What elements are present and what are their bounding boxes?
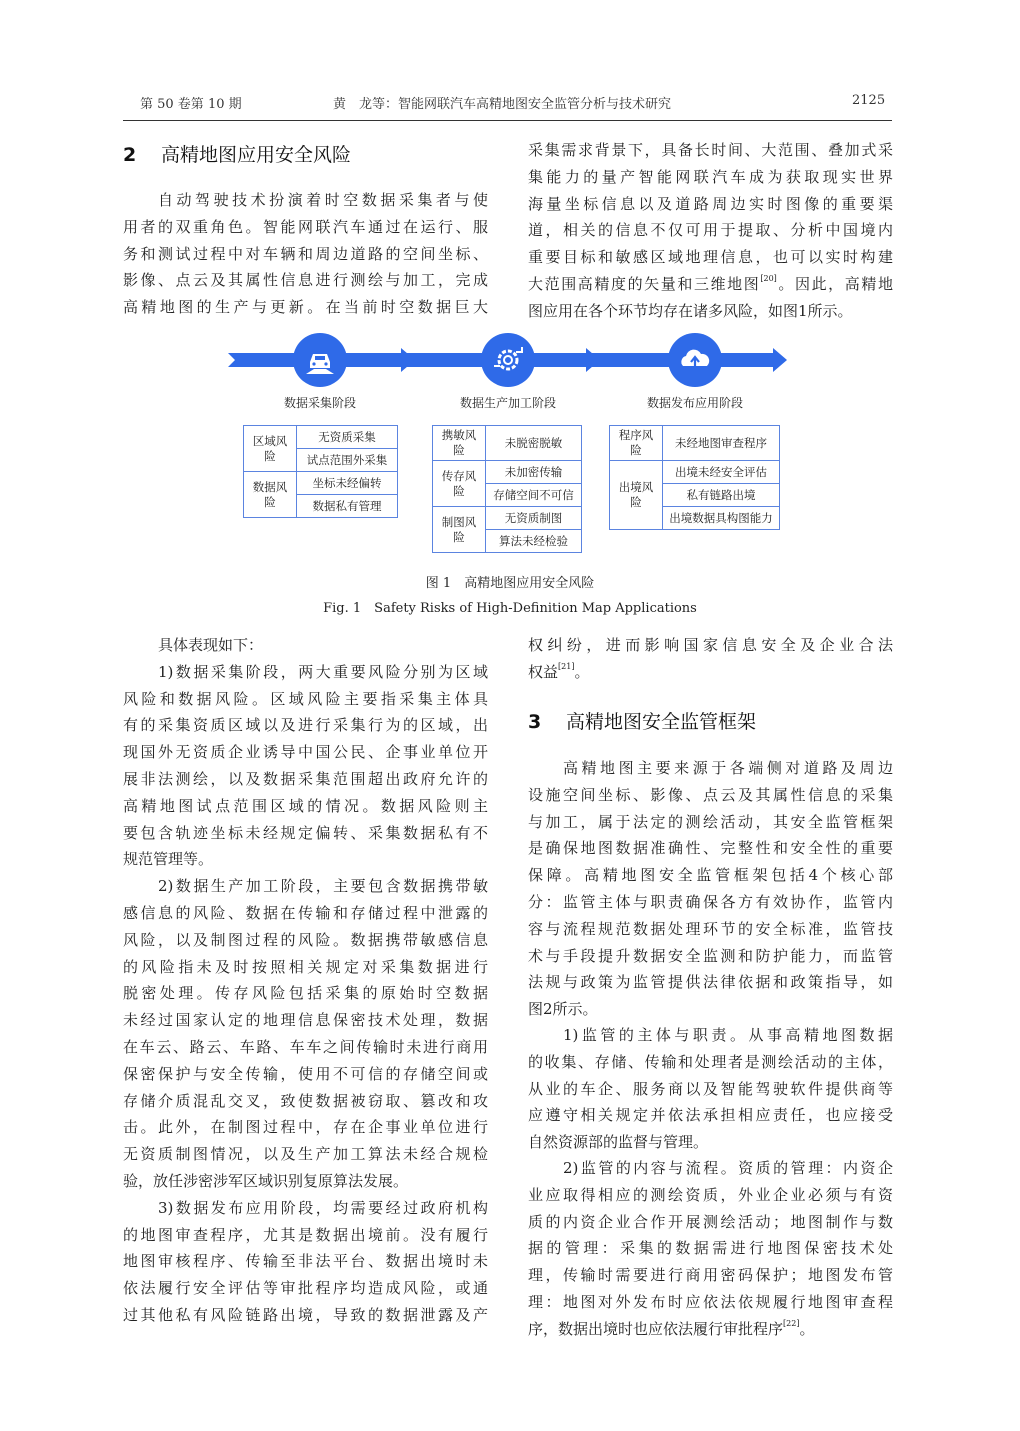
risk-item: 未脱密脱敏: [486, 426, 582, 461]
text-line: [528, 659, 893, 686]
text-line: 1)监管的主体与职责。从事高精地图数据: [563, 1026, 893, 1044]
risk-item: 存储空间不可信: [486, 484, 582, 507]
citation-ref: [20]: [760, 273, 777, 283]
citation-ref: [21]: [558, 661, 575, 671]
text-line: 2)数据生产加工阶段，主要包含数据携带敏: [158, 877, 488, 896]
text-line: 脱密处理。传存风险包括采集的原始时空数据: [123, 984, 488, 1003]
text-line: 业应取得相应的测绘资质，外业企业必须与有资: [528, 1185, 893, 1204]
risk-category: 区域风险: [244, 426, 297, 472]
risk-table: [432, 425, 582, 553]
text-line: 术与手段提升数据安全监测和防护能力，而监管: [528, 946, 893, 965]
page-number: 2125: [852, 93, 886, 108]
text-line: 图2所示。: [528, 1000, 598, 1019]
figure-caption-cn: 图 1 高精地图应用安全风险: [425, 576, 595, 591]
text-line: 质的内资企业合作开展测绘活动；地图制作与数: [528, 1212, 893, 1231]
section-number: 3: [528, 711, 542, 733]
text-line: 展非法测绘，以及数据采集范围超出政府允许的: [123, 769, 488, 788]
text-line: 风险和数据风险。区域风险主要指采集主体具: [123, 689, 488, 708]
text-line: 要包含轨迹坐标未经规定偏转、采集数据私有不: [123, 823, 488, 842]
text-run: 权益: [528, 662, 559, 681]
text-line: 未经过国家认定的地理信息保密技术处理，数据: [123, 1011, 488, 1030]
risk-category: 出境风险: [610, 461, 663, 530]
text-line: 击。此外，在制图过程中，存在企事业单位进行: [123, 1118, 488, 1137]
risk-item: 坐标未经偏转: [297, 472, 398, 495]
text-line: 务和测试过程中对车辆和周边道路的空间坐标、: [123, 244, 488, 263]
paragraph: [528, 1022, 893, 1156]
text-line: 的收集、存储、传输和处理者是测绘活动的主体，: [528, 1052, 893, 1071]
risk-row: [244, 426, 398, 449]
paragraph: [528, 632, 893, 686]
stage-circle: [481, 333, 535, 387]
text-line: 理：地图对外发布时应依法依规履行地图审查程: [528, 1292, 893, 1311]
risk-category: 携敏风险: [433, 426, 486, 461]
text-line: 1)数据采集阶段，两大重要风险分别为区域: [158, 662, 488, 681]
section-title: 高精地图应用安全风险: [161, 144, 352, 166]
risk-item: 数据私有管理: [297, 495, 398, 518]
text-line: 风险，以及制图过程的风险。数据携带敏感信息: [123, 930, 488, 949]
risk-row: [433, 426, 582, 461]
risk-item: 试点范围外采集: [297, 449, 398, 472]
paragraph: [528, 755, 893, 1023]
section-title: 高精地图安全监管框架: [566, 711, 757, 733]
text-line: 2)监管的内容与流程。资质的管理：内资企: [563, 1159, 893, 1177]
text-line: 权纠纷，进而影响国家信息安全及企业合法: [528, 636, 893, 654]
text-line: 的风险指未及时按照相关规定对采集数据进行: [123, 957, 488, 976]
risk-row: [433, 461, 582, 484]
section-2-heading: [123, 140, 351, 167]
risk-item: 私有链路出境: [663, 484, 780, 507]
text-run: 。因此，高精地: [776, 274, 893, 293]
text-line: 法规与政策为监管提供法律依据和政策指导，如: [528, 973, 893, 992]
text-line: 依法履行安全评估等审批程序均造成风险，或通: [123, 1279, 488, 1298]
text-line: 容与流程规范数据处理环节的安全标准，监管技: [528, 919, 893, 938]
stage-label: 数据生产加工阶段: [459, 396, 557, 410]
risk-category: 数据风险: [244, 472, 297, 518]
text-line: 影像、点云及其属性信息进行测绘与加工，完成: [123, 271, 488, 290]
text-line: 从业的车企、服务商以及智能驾驶软件提供商等: [528, 1079, 893, 1098]
text-line: 是确保地图数据准确性、完整性和安全性的重要: [528, 839, 893, 858]
text-line: 保障。高精地图安全监管框架包括4个核心部: [528, 866, 893, 885]
text-line: 感信息的风险、数据在传输和存储过程中泄露的: [123, 903, 488, 922]
risk-item: 出境数据具构图能力: [663, 507, 780, 530]
text-line: 规范管理等。: [123, 850, 214, 869]
text-line: 现国外无资质企业诱导中国公民、企事业单位开: [123, 743, 488, 762]
process-flow-diagram: [0, 320, 1020, 400]
citation-ref: [22]: [783, 1318, 800, 1328]
text-line: 理，传输时需要进行商用密码保护；地图发布管: [528, 1266, 893, 1285]
text-line: 高精地图主要来源于各端侧对道路及周边: [563, 759, 893, 777]
text-line: 采集需求背景下，具备长时间、大范围、叠加式采: [528, 141, 893, 159]
paragraph: [528, 137, 893, 325]
text-line: 设施空间坐标、影像、点云及其属性信息的采集: [528, 785, 893, 804]
risk-category: 程序风险: [610, 426, 663, 461]
text-run: 大范围高精度的矢量和三维地图: [528, 274, 761, 293]
text-line: 应遵守相关规定并依法承担相应责任，也应接受: [528, 1106, 893, 1125]
text-line: 在车云、路云、车路、车车之间传输时未进行商用: [123, 1037, 488, 1056]
text-line: 重要目标和敏感区域地理信息，也可以实时构建: [528, 248, 893, 267]
text-line: 用者的双重角色。智能网联汽车通过在运行、服: [123, 217, 488, 236]
section-3-heading: [528, 707, 756, 734]
stage-label: 数据采集阶段: [283, 396, 357, 410]
text-line: 高精地图试点范围区域的情况。数据风险则主: [123, 796, 488, 815]
journal-issue: 第 50 卷第 10 期: [140, 97, 242, 112]
risk-category: 制图风险: [433, 507, 486, 553]
text-line: 与加工，属于法定的测绘活动，其安全监管框架: [528, 812, 893, 831]
text-run: 序，数据出境时也应依法履行审批程序: [528, 1319, 784, 1338]
text-line: 自动驾驶技术扮演着时空数据采集者与使: [158, 191, 488, 209]
text-line: 自然资源部的监督与管理。: [528, 1133, 709, 1152]
paragraph: [123, 187, 488, 321]
text-line: 高精地图的生产与更新。在当前时空数据巨大: [123, 298, 488, 317]
text-line: [528, 1316, 893, 1343]
text-line: 集能力的量产智能网联汽车成为获取现实世界: [528, 167, 893, 186]
paragraph: [123, 632, 488, 1329]
risk-row: [244, 472, 398, 495]
text-run: 。: [574, 662, 590, 681]
text-line: 过其他私有风险链路出境，导致的数据泄露及产: [123, 1305, 488, 1324]
text-line: [528, 271, 893, 298]
text-line: 地图审核程序、传输至非法平台、数据出境时未: [123, 1252, 488, 1271]
text-line: 图应用在各个环节均存在诸多风险，如图1所示。: [528, 301, 853, 320]
text-line: 分：监管主体与职责确保各方有效协作，监管内: [528, 892, 893, 911]
text-line: 海量坐标信息以及道路周边实时图像的重要渠: [528, 194, 893, 213]
risk-category: 传存风险: [433, 461, 486, 507]
text-line: 的地图审查程序，尤其是数据出境前。没有履行: [123, 1225, 488, 1244]
text-line: 道，相关的信息不仅可用于提取、分析中国境内: [528, 221, 893, 240]
header-rule: [123, 120, 892, 121]
figure-caption-en: Fig. 1 Safety Risks of High-Definition Map Applications: [323, 601, 697, 616]
text-line: 据的管理：采集的数据需进行地图保密技术处: [528, 1239, 893, 1258]
stage-label: 数据发布应用阶段: [646, 396, 744, 410]
risk-item: 无资质制图: [486, 507, 582, 530]
text-line: 存储介质混乱交叉，致使数据被窃取、篡改和攻: [123, 1091, 488, 1110]
risk-row: [433, 507, 582, 530]
running-title: 黄 龙等：智能网联汽车高精地图安全监管分析与技术研究: [333, 97, 672, 112]
risk-item: 未加密传输: [486, 461, 582, 484]
text-run: 。: [799, 1319, 815, 1338]
risk-table: [609, 425, 780, 530]
text-line: 验，放任涉密涉军区域识别复原算法发展。: [123, 1171, 409, 1190]
risk-item: 未经地图审查程序: [663, 426, 780, 461]
text-line: 具体表现如下：: [158, 636, 264, 654]
section-number: 2: [123, 144, 137, 166]
text-line: 保密保护与安全传输，使用不可信的存储空间或: [123, 1064, 488, 1083]
text-line: 3)数据发布应用阶段，均需要经过政府机构: [158, 1198, 488, 1217]
text-line: 无资质制图情况，以及生产加工算法未经合规检: [123, 1145, 488, 1164]
risk-item: 出境未经安全评估: [663, 461, 780, 484]
risk-row: [610, 461, 780, 484]
risk-item: 无资质采集: [297, 426, 398, 449]
risk-row: [610, 426, 780, 461]
text-line: 有的采集资质区域以及进行采集行为的区域，出: [123, 716, 488, 735]
risk-table: [243, 425, 398, 518]
risk-item: 算法未经检验: [486, 530, 582, 553]
paragraph: [528, 1155, 893, 1343]
